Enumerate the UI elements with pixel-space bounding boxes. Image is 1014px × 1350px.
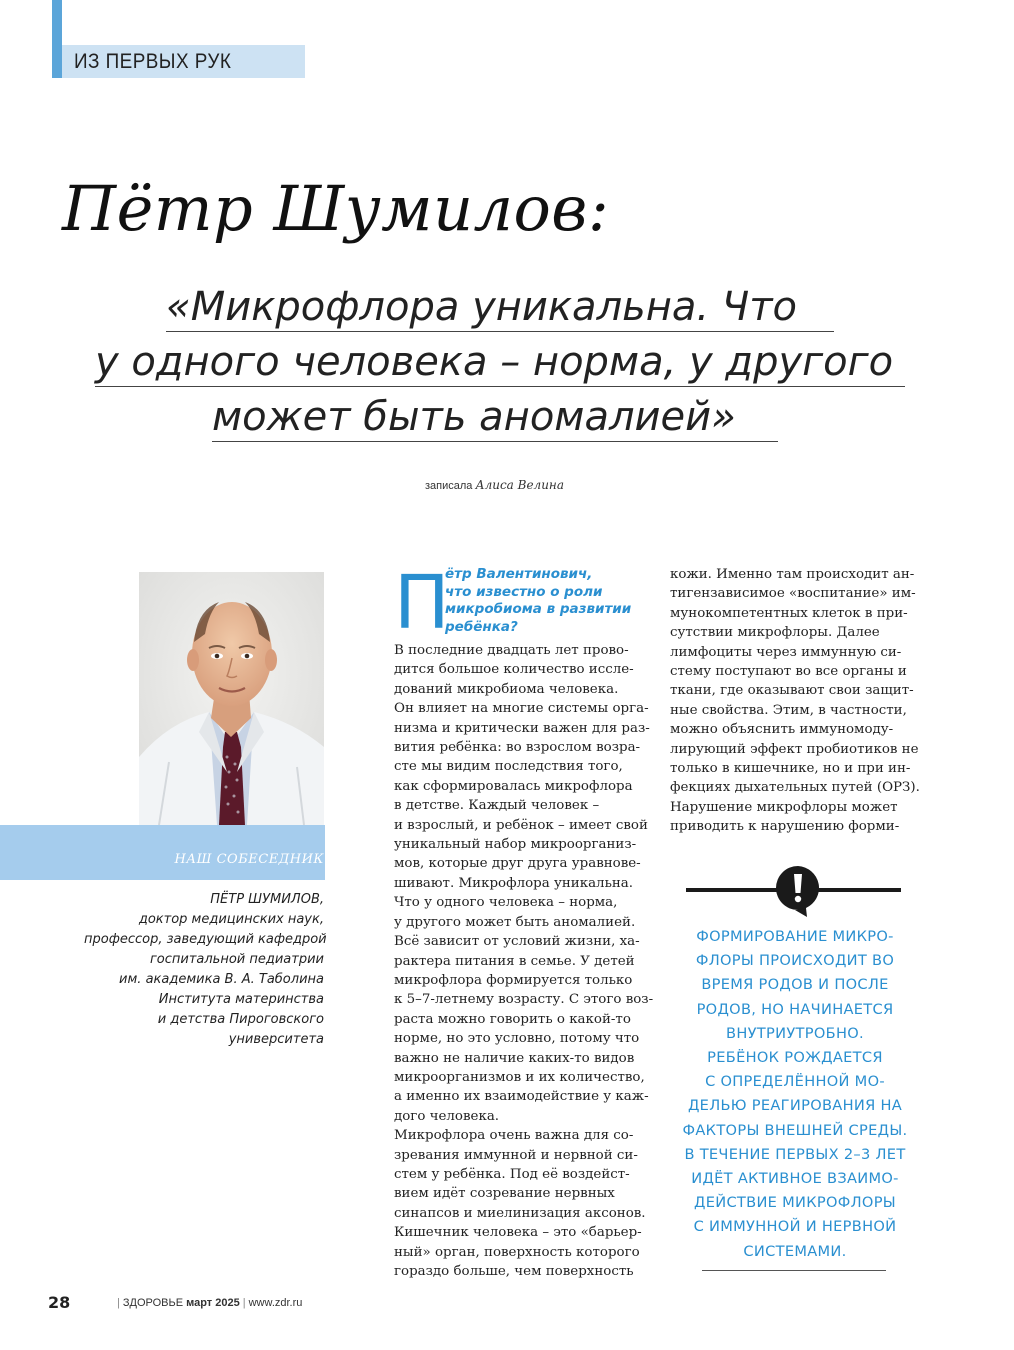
article-text-line: синапсов и миелинизация аксонов. [394, 1205, 646, 1221]
article-text-line: мов, которые друг друга уравнове- [394, 856, 641, 872]
bio-line: университета [228, 1032, 324, 1047]
callout-line: С ОПРЕДЕЛЁННОЙ МО- [705, 1073, 885, 1091]
article-text-line: фекциях дыхательных путей (ОРЗ). [670, 780, 920, 796]
question-line: микробиома в развитии [445, 601, 632, 617]
drop-cap: П [394, 560, 450, 646]
callout-line: В ТЕЧЕНИЕ ПЕРВЫХ 2–3 ЛЕТ [684, 1145, 906, 1163]
article-text-line: приводить к нарушению форми- [670, 819, 900, 835]
interviewee-name-title: Пётр Шумилов: [62, 172, 610, 245]
quote-underline-2 [95, 386, 905, 387]
article-text-line: шивают. Микрофлора уникальна. [394, 875, 634, 891]
question-line: что известно о роли [445, 583, 603, 600]
article-text-line: гораздо больше, чем поверхность [394, 1264, 634, 1279]
article-text-line: у другого может быть аномалией. [394, 914, 636, 930]
article-text-line: норме, но это условно, потому что [394, 1031, 640, 1047]
article-text-line: и взрослый, и ребёнок – имеет свой [394, 817, 648, 833]
bio-line: доктор медицинских наук, [138, 912, 324, 927]
article-text-line: лимфоциты через иммунную си- [670, 644, 902, 660]
article-column-2 [670, 565, 920, 837]
bio-line: им. академика В. А. Таболина [119, 972, 324, 987]
article-text-line: лирующий эффект пробиотиков не [670, 741, 919, 757]
byline-author: Алиса Велина [475, 478, 564, 492]
bio-line: и детства Пироговского [157, 1012, 324, 1027]
article-text-line: мунокомпетентных клеток в при- [670, 605, 908, 621]
bio-line: ПЁТР ШУМИЛОВ, [210, 892, 324, 907]
callout-line: ДЕЛЬЮ РЕАГИРОВАНИЯ НА [687, 1097, 903, 1115]
article-text-line: вием идёт созревание нервных [394, 1186, 615, 1202]
article-text-line: дится большое количество иссле- [394, 662, 634, 678]
article-text-line: дований микробиома человека. [394, 681, 619, 697]
bio-line: госпитальной педиатрии [149, 952, 324, 967]
article-text-line: можно объяснить иммуномоду- [670, 722, 894, 738]
article-text-line: раста можно говорить о какой-то [394, 1011, 631, 1027]
callout-line: ФАКТОРЫ ВНЕШНЕЙ СРЕДЫ. [682, 1121, 908, 1139]
quote-underline-1 [166, 331, 834, 332]
article-text-line: тигензависимое «воспитание» им- [670, 586, 916, 602]
headline-quote-line-1: «Микрофлора уникальна. Что [166, 284, 797, 330]
article-text-line: рактера питания в семье. У детей [394, 953, 635, 969]
callout-line: РЕБЁНОК РОЖДАЕТСЯ [707, 1049, 883, 1067]
article-text-line: важно не наличие каких-то видов [394, 1050, 635, 1066]
byline [425, 478, 564, 492]
question-line: ётр Валентинович, [445, 566, 593, 582]
article-text-line: микроорганизмов и их количество, [394, 1069, 645, 1085]
byline-prefix: записала [425, 480, 473, 492]
article-text-line: кожи. Именно там происходит ан- [670, 567, 915, 582]
article-text-line: низма и критически важен для раз- [394, 720, 650, 736]
article-text-line: Нарушение микрофлоры может [670, 799, 898, 815]
question-line: ребёнка? [445, 618, 518, 635]
article-text-line: Что у одного человека – норма, [394, 895, 618, 911]
callout-line: РОДОВ, НО НАЧИНАЕТСЯ [696, 1000, 894, 1018]
callout-line: СИСТЕМАМИ. [743, 1242, 847, 1260]
article-text-line: а именно их взаимодействие у каж- [394, 1089, 649, 1105]
article-text-line: ные свойства. Этим, в частности, [670, 702, 907, 718]
callout-line: С ИММУННОЙ И НЕРВНОЙ [693, 1218, 897, 1236]
callout-line: ИДЁТ АКТИВНОЕ ВЗАИМО- [691, 1170, 899, 1188]
issue-date: март 2025 [186, 1297, 240, 1309]
callout-line: ВРЕМЯ РОДОВ И ПОСЛЕ [701, 976, 889, 994]
interviewee-bio [84, 890, 327, 1050]
article-text-line: Микрофлора очень важна для со- [394, 1128, 634, 1144]
article-text-line: стему поступают во все органы и [670, 664, 907, 680]
headline-quote-line-3: может быть аномалией» [212, 394, 736, 440]
bio-line: Института материнства [158, 992, 324, 1007]
article-column-1 [394, 641, 653, 1281]
article-text-line: микрофлора формируется только [394, 972, 633, 988]
interviewee-photo [139, 572, 324, 825]
magazine-name: ЗДОРОВЬЕ [122, 1297, 184, 1309]
callout-rule-right [812, 888, 901, 892]
section-accent-bar [52, 0, 62, 78]
article-text-line: в детстве. Каждый человек – [394, 798, 600, 814]
article-text-line: только в кишечнике, но и при ин- [670, 761, 911, 777]
article-text-line: ный» орган, поверхность которого [394, 1244, 640, 1260]
page-number: 28 [48, 1293, 71, 1312]
article-text-line: В последние двадцать лет прово- [394, 643, 629, 658]
article-text-line: ткани, где оказывают свои защит- [670, 683, 914, 699]
article-text-line: вития ребёнка: во взрослом возра- [394, 740, 641, 756]
callout-line: ВНУТРИУТРОБНО. [726, 1024, 864, 1042]
interviewee-caption: НАШ СОБЕСЕДНИК [174, 852, 324, 867]
bio-line: профессор, заведующий кафедрой [84, 932, 327, 947]
article-text-line: сте мы видим последствия того, [394, 759, 623, 775]
callout-rule-left [686, 888, 786, 892]
callout-line: ДЕЙСТВИЕ МИКРОФЛОРЫ [694, 1194, 896, 1212]
article-text-line: зревания иммунной и нервной си- [394, 1147, 638, 1163]
article-text-line: к 5–7-летнему возрасту. С этого воз- [394, 992, 654, 1008]
callout-line: ФЛОРЫ ПРОИСХОДИТ ВО [695, 952, 895, 970]
section-label: ИЗ ПЕРВЫХ РУК [74, 50, 232, 73]
headline-quote-line-2: у одного человека – норма, у другого [95, 339, 894, 385]
article-text-line: дого человека. [394, 1108, 500, 1124]
article-text-line: Кишечник человека – это «барьер- [394, 1225, 642, 1241]
callout-line: ФОРМИРОВАНИЕ МИКРО- [696, 928, 894, 945]
article-text-line: стем у ребёнка. Под её воздейст- [394, 1166, 630, 1182]
article-text-line: как сформировалась микрофлора [394, 778, 633, 794]
callout-bottom-rule [702, 1270, 886, 1271]
website: www.zdr.ru [248, 1297, 303, 1309]
article-text-line: Он влияет на многие системы орга- [394, 701, 649, 717]
callout-text [680, 925, 910, 1264]
exclamation-icon [773, 864, 823, 922]
article-text-line: Всё зависит от условий жизни, ха- [394, 934, 640, 950]
article-text-line: уникальный набор микроорганиз- [394, 837, 637, 853]
quote-underline-3 [212, 441, 778, 442]
footer-info: | ЗДОРОВЬЕ март 2025 | www.zdr.ru [117, 1297, 303, 1309]
article-text-line: сутствии микрофлоры. Далее [670, 625, 880, 641]
interview-question [445, 566, 631, 636]
